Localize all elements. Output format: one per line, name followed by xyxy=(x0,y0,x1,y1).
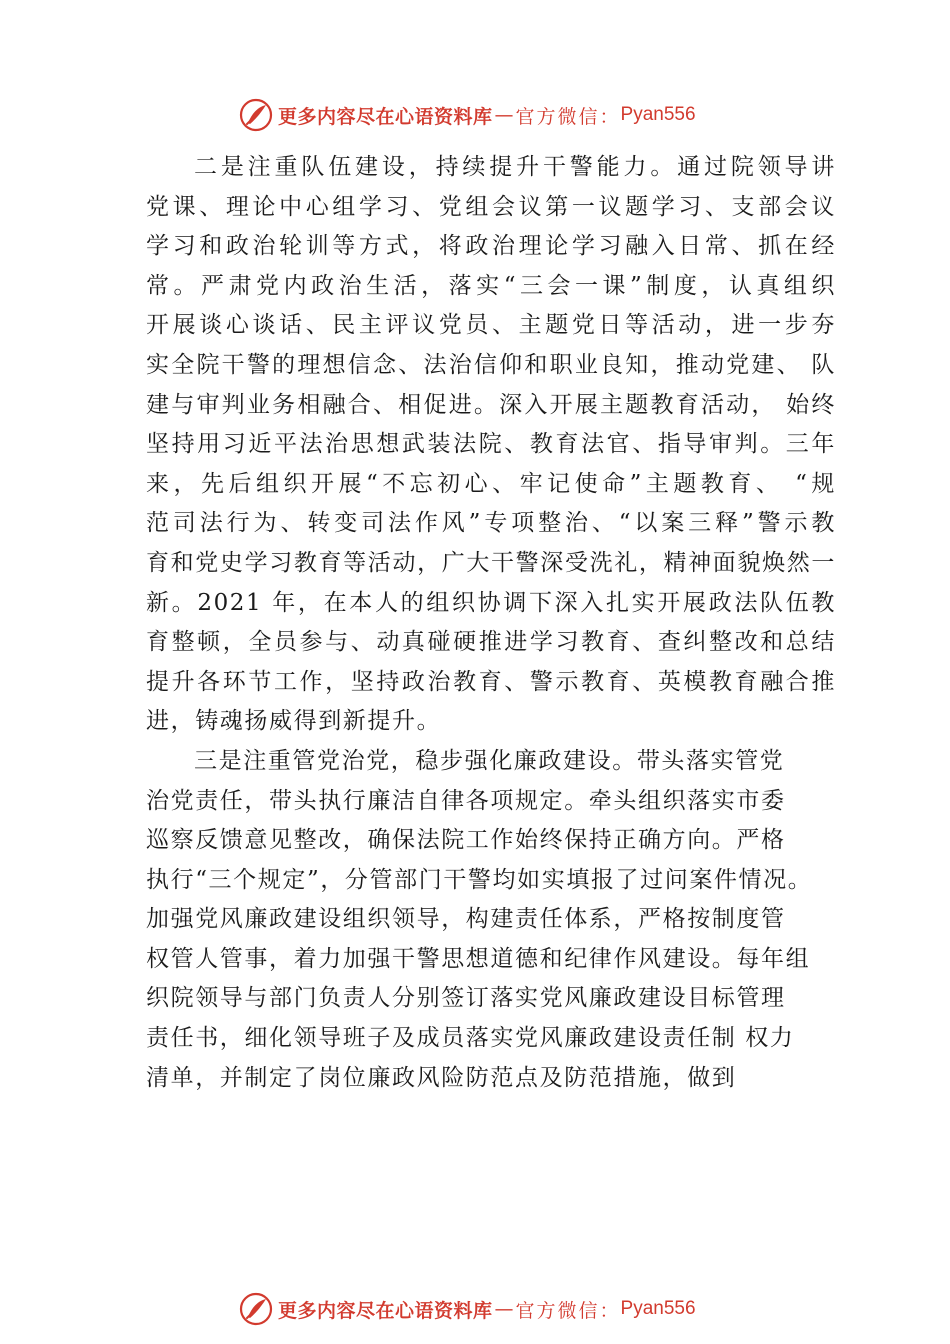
text-line: 提升各环节工作，坚持政治教育、警示教育、英模教育融合推 xyxy=(146,668,836,695)
banner-wechat-label: 官方微信： xyxy=(515,1299,621,1322)
text-line: 新。2021 年，在本人的组织协调下深入扎实开展政法队伍教 xyxy=(146,589,836,616)
text-line: 坚持用习近平法治思想武装法院、教育法官、指导审判。三年 xyxy=(146,431,836,458)
text-line: 加强党风廉政建设组织领导，构建责任体系，严格按制度管 xyxy=(146,906,786,933)
text-line: 实全院干警的理想信念、法治信仰和职业良知，推动党建、 队 xyxy=(146,351,836,378)
text-line: 常。严肃党内政治生活，落实“三会一课”制度，认真组织 xyxy=(146,272,836,299)
text-line: 三是注重管党治党，稳步强化廉政建设。带头落实管党 xyxy=(194,747,785,774)
banner-wechat-label: 官方微信： xyxy=(515,105,621,128)
text-line: 二是注重队伍建设，持续提升干警能力。通过院领导讲 xyxy=(194,154,836,180)
text-line: 育和党史学习教育等活动，广大干警深受洗礼，精神面貌焕然一 xyxy=(146,549,836,576)
text-line: 责任书，细化领导班子及成员落实党风廉政建设责任制 权力 xyxy=(146,1025,795,1052)
text-line: 来，先后组织开展“不忘初心、牢记使命”主题教育、 “规 xyxy=(146,470,836,497)
banner-dash: — xyxy=(494,104,514,126)
paragraph-2 xyxy=(146,742,836,1098)
paragraph-1 xyxy=(146,148,836,742)
text-line: 党课、理论中心组学习、党组会议第一议题学习、支部会议 xyxy=(146,193,836,220)
header-watermark-banner xyxy=(238,95,758,135)
text-line: 权管人管事，着力加强干警思想道德和纪律作风建设。每年组 xyxy=(146,945,811,972)
text-line: 执行“三个规定”，分管部门干警均如实填报了过问案件情况。 xyxy=(146,866,813,893)
banner-dash: — xyxy=(494,1298,514,1320)
brand-logo-icon xyxy=(238,1291,274,1327)
text-line: 巡察反馈意见整改，确保法院工作始终保持正确方向。严格 xyxy=(146,827,786,854)
text-line: 清单，并制定了岗位廉政风险防范点及防范措施，做到 xyxy=(146,1064,737,1091)
text-line: 进，铸魂扬威得到新提升。 xyxy=(146,708,442,735)
footer-watermark-banner xyxy=(238,1289,758,1329)
document-body xyxy=(146,148,836,1098)
text-line: 治党责任，带头执行廉洁自律各项规定。牵头组织落实市委 xyxy=(146,787,786,814)
text-line: 建与审判业务相融合、相促进。深入开展主题教育活动， 始终 xyxy=(146,391,836,418)
text-line: 织院领导与部门负责人分别签订落实党风廉政建设目标管理 xyxy=(146,985,786,1012)
brand-logo-icon xyxy=(238,97,274,133)
banner-wechat-id: Pyan556 xyxy=(620,104,696,125)
text-line: 开展谈心谈话、民主评议党员、主题党日等活动，进一步夯 xyxy=(146,312,836,339)
text-line: 育整顿，全员参与、动真碰硬推进学习教育、查纠整改和总结 xyxy=(146,629,836,656)
banner-wechat-id: Pyan556 xyxy=(620,1298,696,1319)
banner-main-text: 更多内容尽在心语资料库 xyxy=(278,105,493,128)
text-line: 范司法行为、转变司法作风”专项整治、“以案三释”警示教 xyxy=(146,510,836,537)
text-line: 学习和政治轮训等方式，将政治理论学习融入日常、抓在经 xyxy=(146,233,836,260)
banner-main-text: 更多内容尽在心语资料库 xyxy=(278,1299,493,1322)
